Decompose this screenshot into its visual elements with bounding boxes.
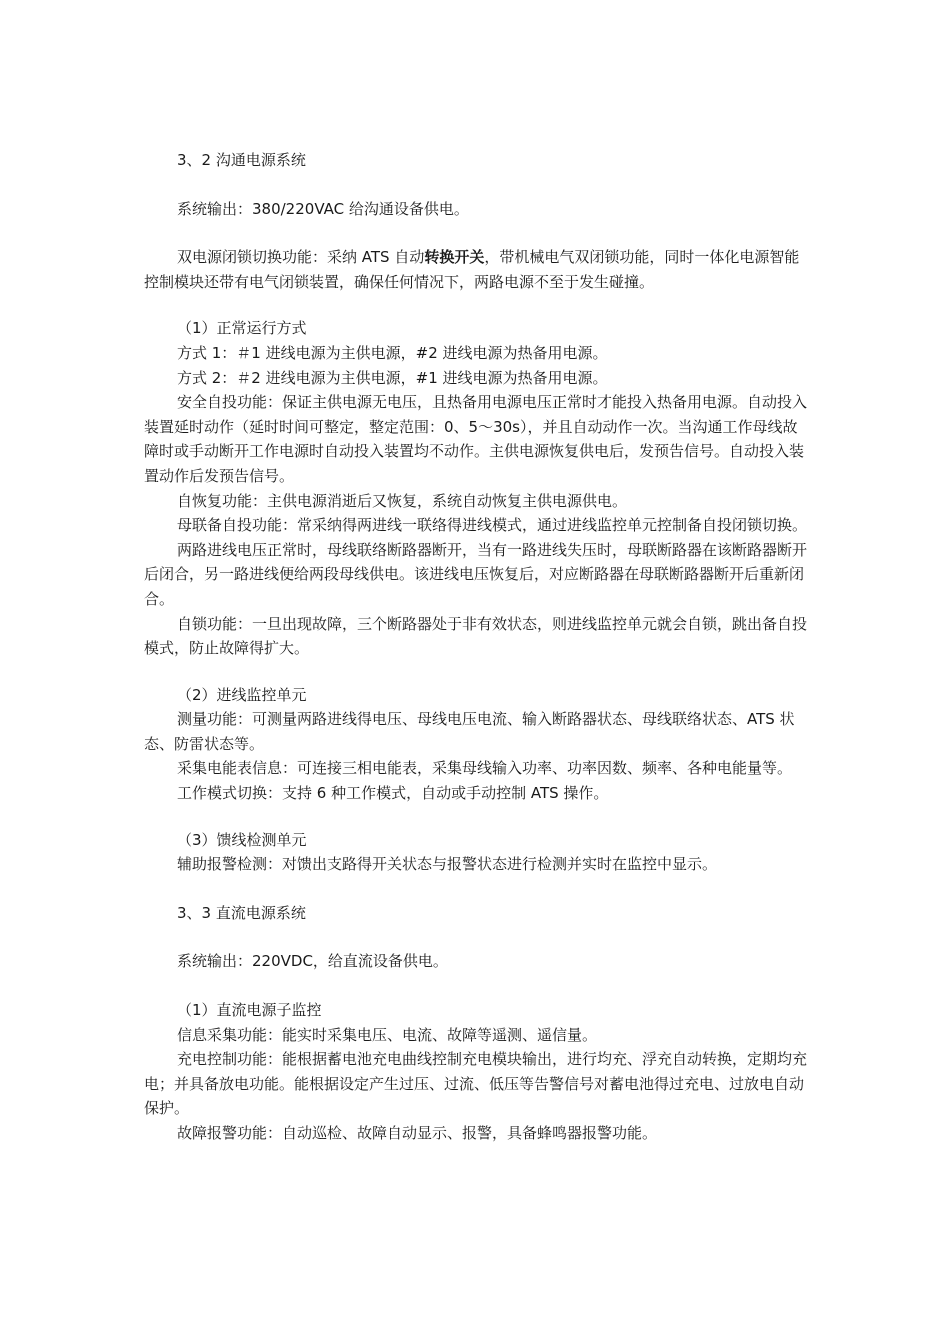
fault-alarm-paragraph: 故障报警功能：自动巡检、故障自动显示、报警，具备蜂鸣器报警功能。 — [177, 1124, 658, 1142]
auto-switch-paragraph: 安全自投功能：保证主供电源无电压，且热备用电源电压正常时才能投入热备用电源。自动投入装置延时动作（延时时间可整定，整定范围：0、5～30s），并且自动动作一次。当沟通工作母线故障时或手动断开工作电源时自动投入装置均不动作。主供电源恢复供电后，发预告信号。自动投入装置动作后发预告信号。 — [144, 393, 808, 485]
info-collection-paragraph: 信息采集功能：能实时采集电压、电流、故障等遥测、遥信量。 — [177, 1025, 598, 1044]
normal-operation-heading: （1）正常运行方式 — [177, 319, 307, 338]
document-page — [144, 148, 810, 1146]
alarm-detection-paragraph: 辅助报警检测：对馈出支路得开关状态与报警状态进行检测并实时在监控中显示。 — [177, 855, 718, 874]
energy-meter-paragraph: 采集电能表信息：可连接三相电能表，采集母线输入功率、功率因数、频率、各种电能量等。 — [177, 759, 793, 778]
dual-power-text-start: 双电源闭锁切换功能：采纳 ATS 自动 — [177, 248, 425, 267]
voltage-normal-paragraph: 两路进线电压正常时，母线联络断路器断开，当有一路进线失压时，母联断路器在该断路器断开后闭合，另一路进线便给两段母线供电。该进线电压恢复后，对应断路器在母联断路器断开后重新闭合。 — [144, 540, 808, 608]
dc-submonitor-heading: （1）直流电源子监控 — [177, 1001, 322, 1020]
section-3-3-heading: 3、3 直流电源系统 — [177, 903, 306, 922]
self-recovery-paragraph: 自恢复功能：主供电源消逝后又恢复，系统自动恢复主供电源供电。 — [177, 491, 628, 510]
dc-system-output: 系统输出：220VDC，给直流设备供电。 — [177, 952, 448, 971]
bus-tie-paragraph: 母联备自投功能：常采纳得两进线一联络得进线模式，通过进线监控单元控制备自投闭锁切换。 — [177, 516, 808, 535]
mode-1-paragraph: 方式 1：＃1 进线电源为主供电源，#2 进线电源为热备用电源。 — [177, 343, 608, 362]
dual-power-lock-paragraph — [144, 245, 810, 294]
incoming-monitor-heading: （2）进线监控单元 — [177, 685, 307, 704]
charge-control-paragraph: 充电控制功能：能根据蓄电池充电曲线控制充电模块输出，进行均充、浮充自动转换，定期均充电；并具备放电功能。能根据设定产生过压、过流、低压等告警信号对蓄电池得过充电、过放电自动保护。 — [144, 1050, 808, 1118]
work-mode-paragraph: 工作模式切换：支持 6 种工作模式，自动或手动控制 ATS 操作。 — [177, 784, 609, 803]
dual-power-text-end: ，带机械电气双闭锁功能，同时一体化电源智能控制模块还带有电气闭锁装置，确保任何情况下，两路电源不至于发生碰撞。 — [144, 248, 800, 291]
transfer-switch-term: 转换开关 — [424, 248, 485, 267]
section-3-2-heading: 3、2 沟通电源系统 — [177, 151, 306, 169]
mode-2-paragraph: 方式 2：＃2 进线电源为主供电源，#1 进线电源为热备用电源。 — [177, 368, 608, 387]
feeder-detection-heading: （3）馈线检测单元 — [177, 830, 307, 849]
self-lock-paragraph: 自锁功能：一旦出现故障，三个断路器处于非有效状态，则进线监控单元就会自锁，跳出备自投模式，防止故障得扩大。 — [144, 614, 808, 658]
measurement-paragraph: 测量功能：可测量两路进线得电压、母线电压电流、输入断路器状态、母线联络状态、ATS 状态、防雷状态等。 — [144, 710, 795, 753]
ac-system-output: 系统输出：380/220VAC 给沟通设备供电。 — [177, 199, 469, 218]
